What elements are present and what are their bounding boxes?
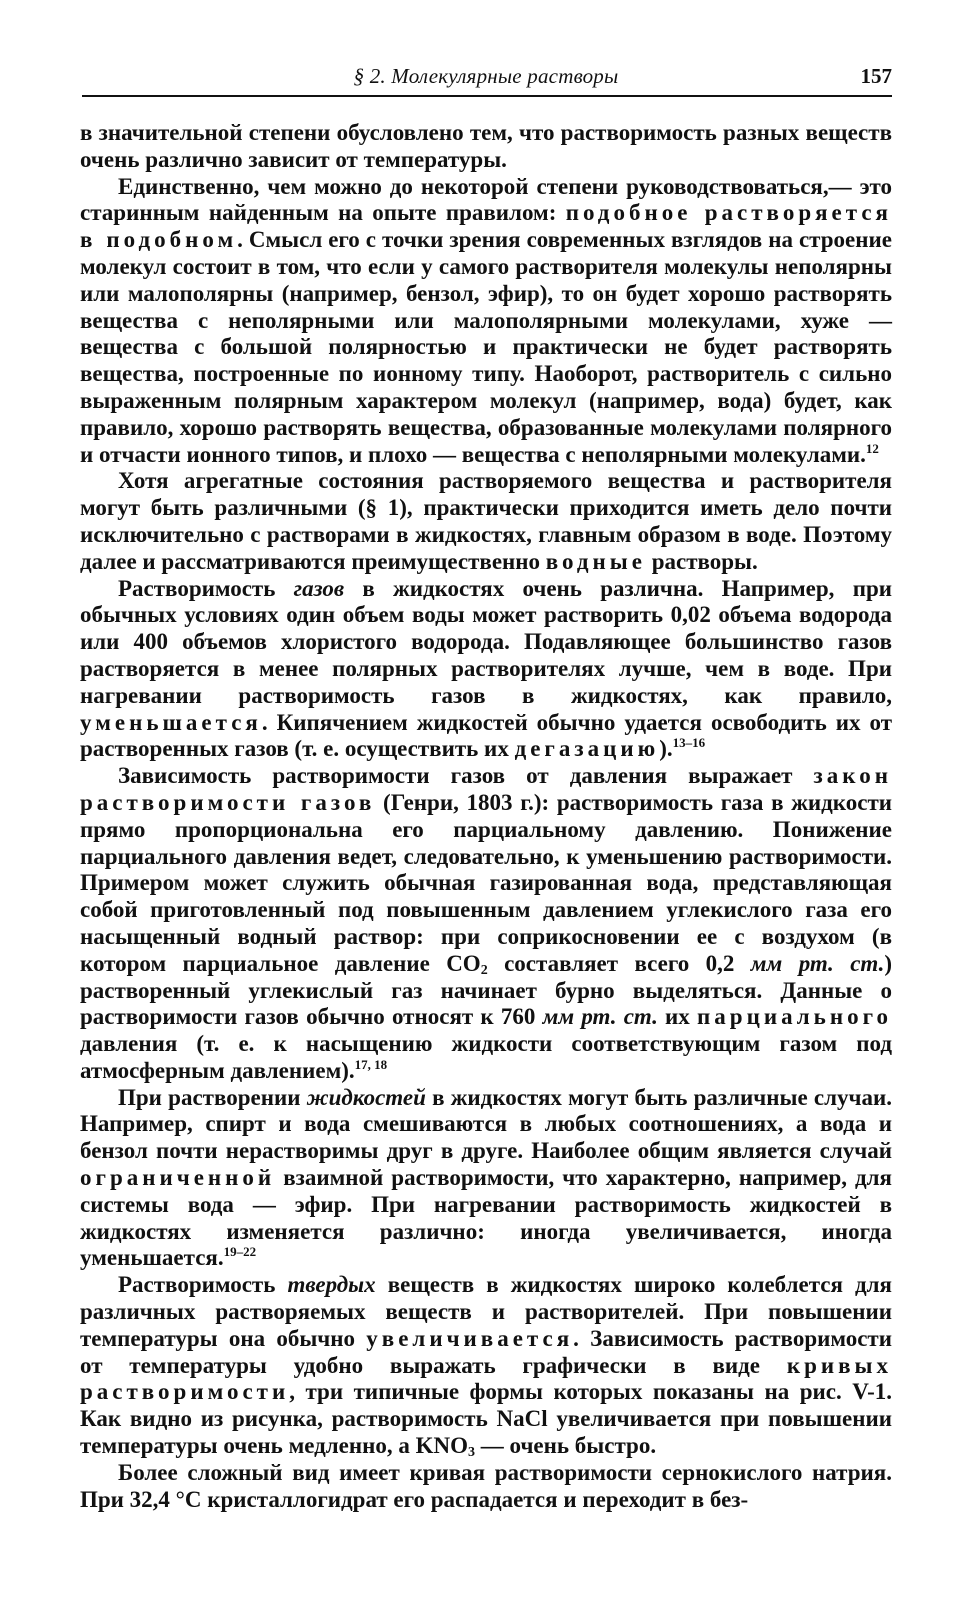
italic-emphasis: мм рт. ст.	[750, 950, 885, 976]
italic-emphasis: мм рт. ст.	[542, 1004, 658, 1030]
subscript: 2	[480, 962, 488, 978]
text-run: . Кипячением жидкостей обычно удается освободить их от растворенных газов (т. е. осуществить их	[80, 709, 892, 762]
text-run: в жидкостях очень различна. Например, при обычных условиях один объем воды может растворить 0,02 объема водорода или 400 объемов хлористого водорода. Подавляющее большинство газов растворяется в менее полярных растворителях лучше, чем в воде. При нагревании растворимость газов в жидкостях, как правило,	[80, 575, 892, 708]
spaced-emphasis: увеличивается	[366, 1325, 574, 1351]
paragraph	[80, 1272, 892, 1460]
text-run: растворы.	[645, 548, 758, 574]
text-run: При растворении	[118, 1084, 307, 1110]
text-run: Растворимость	[118, 575, 294, 601]
text-run: . Зависимость растворимости от температуры удобно выражать графически в виде	[80, 1325, 892, 1378]
spaced-emphasis: кривых растворимости	[80, 1352, 892, 1405]
subscript: 3	[468, 1445, 476, 1461]
spaced-emphasis: закон растворимости газов	[80, 763, 892, 815]
spaced-emphasis: уменьшается	[80, 709, 262, 735]
body-text	[80, 120, 892, 1513]
header-rule	[82, 95, 892, 97]
paragraph	[80, 468, 892, 575]
text-run: Растворимость	[118, 1272, 288, 1298]
text-run: составляет всего 0,2	[487, 950, 751, 976]
text-run: веществ в жидкостях широко колеблется для различных растворяемых веществ и растворителей. При повышении температуры она обычно	[80, 1272, 892, 1351]
spaced-emphasis: ограниченной	[80, 1165, 276, 1191]
text-run: ) растворенный углекислый газ начинает бурно выделяться. Данные о растворимости газов обычно относят к 760	[80, 950, 893, 1030]
paragraph	[80, 1460, 892, 1514]
text-run: в жидкостях могут быть различные случаи. Например, спирт и вода смешиваются в любых соотношениях, а вода и бензол почти нерастворимы друг в друге. Наиболее общим является случай	[80, 1084, 892, 1164]
text-run: взаимной растворимости, что характерно, например, для системы вода — эфир. При нагревании растворимость жидкостей в жидкостях изменяется различно: иногда увеличивается, иногда уменьшается.	[80, 1165, 892, 1271]
text-run: (Генри, 1803 г.): растворимость газа в жидкости прямо пропорциональна его парциальному давлению. Понижение парциального давления ведет, следовательно, к уменьшению растворимости. Примером может служить обычная газированная вода, представляющая собой приготовленный под повышенным давлением углекислого газа его насыщенный водный раствор: при соприкосновении ее с воздухом (в котором парциальное давление CO	[80, 789, 892, 976]
text-run: в значительной степени обусловлено тем, что растворимость разных веществ очень различно зависит от температуры.	[80, 120, 892, 172]
page-number: 157	[860, 64, 892, 88]
text-run: давления (т. е. к насыщению жидкости соответствующим газом под атмосферным давлением).	[80, 1031, 892, 1083]
running-header	[80, 62, 892, 94]
text-run: Более сложный вид имеет кривая растворимости сернокислого натрия. При 32,4 °C кристаллогидрат его распадается и переходит в без-	[80, 1459, 892, 1512]
italic-emphasis: жидкостей	[306, 1084, 426, 1110]
spaced-emphasis: подобное растворяется в подобном	[80, 200, 892, 253]
text-run: их	[657, 1004, 698, 1030]
footnote-ref: 19–22	[223, 1244, 257, 1260]
paragraph	[80, 120, 892, 174]
text-run: Хотя агрегатные состояния растворяемого вещества и растворителя могут быть различными (§ 1), практически приходится иметь дело почти исключительно с растворами в жидкостях, главным образом в воде. Поэтому далее и рассматриваются преимущественно	[80, 468, 892, 574]
paragraph	[80, 576, 892, 764]
spaced-emphasis: парциального	[697, 1004, 892, 1030]
spaced-emphasis: дегазацию	[514, 736, 660, 762]
paragraph	[80, 174, 892, 469]
italic-emphasis: газов	[293, 575, 345, 601]
text-run: ).	[659, 736, 673, 762]
text-run: — очень быстро.	[475, 1433, 657, 1459]
text-run: Зависимость растворимости газов от давления выражает	[118, 763, 814, 789]
footnote-ref: 12	[865, 440, 879, 456]
paragraph	[80, 1085, 892, 1273]
paragraph	[80, 763, 892, 1085]
italic-emphasis: твердых	[287, 1272, 376, 1298]
section-title: § 2. Молекулярные растворы	[353, 64, 619, 88]
spaced-emphasis: водные	[545, 548, 646, 574]
text-run: . Смысл его с точки зрения современных взглядов на строение молекул состоит в том, что если у самого растворителя молекулы неполярны или малополярны (например, бензол, эфир), то он будет хорошо растворять вещества с неполярными или малополярными молекулами, хуже — вещества с большой полярностью и практически не будет растворять вещества, построенные по ионному типу. Наоборот, растворитель с сильно выраженным полярным характером молекул (например, вода) будет, как правило, хорошо растворять вещества, образованные молекулами полярного и отчасти ионного типов, и плохо — вещества с неполярными молекулами.	[80, 227, 892, 467]
text-run: Единственно, чем можно до некоторой степени руководствоваться,— это старинным найденным на опыте правилом:	[80, 173, 892, 226]
footnote-ref: 17, 18	[354, 1056, 388, 1072]
text-run: , три типичные формы которых показаны на рис. V-1. Как видно из рисунка, растворимость NaCl увеличивается при повышении температуры очень медленно, а KNO	[80, 1379, 892, 1459]
footnote-ref: 13–16	[672, 735, 706, 751]
